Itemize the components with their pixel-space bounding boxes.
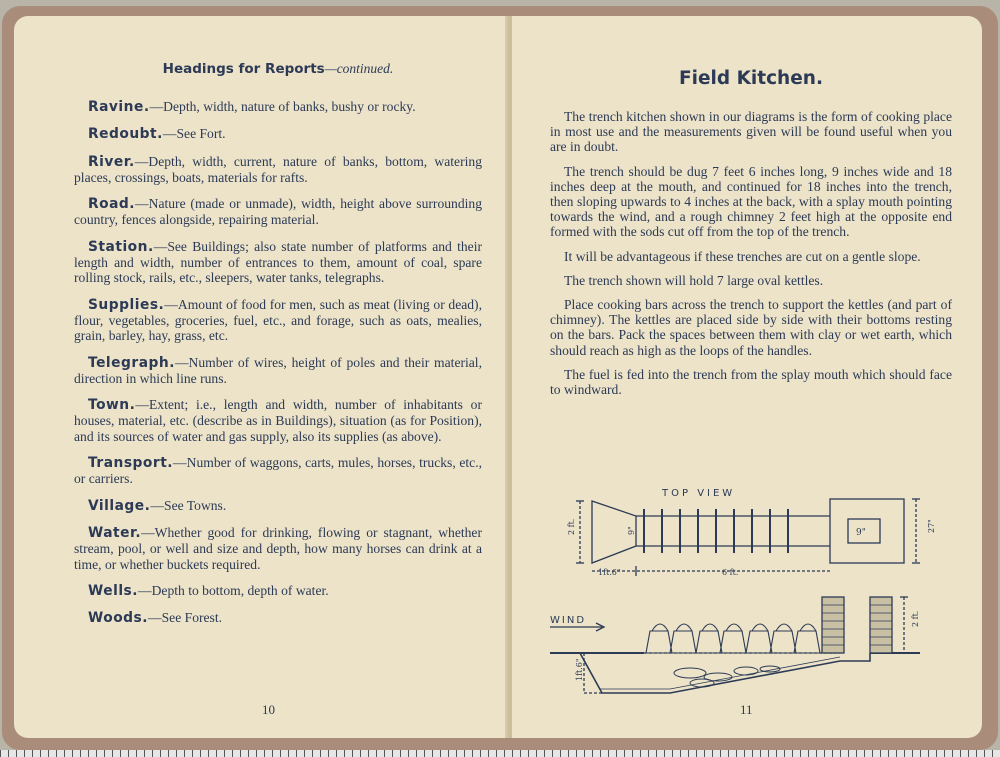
report-entry — [74, 583, 482, 599]
body-paragraph: The trench should be dug 7 feet 6 inches long, 9 inches wide and 18 inches deep at the mouth, and continued for 18 inches into the trench, then sloping upwards to 4 inches at the back, with a splay mouth pointing towards the wind, and a rough chimney 2 feet high at the opposite end formed with the sods cut off from the top of the trench. — [550, 163, 952, 240]
body-paragraph: The trench kitchen shown in our diagrams is the form of cooking place in most use and the measurements given will be found useful when you are in doubt. — [550, 109, 952, 155]
entry-text: —See Forest. — [148, 610, 223, 626]
entry-term: River. — [88, 153, 135, 170]
report-entry — [74, 126, 482, 142]
report-entry — [74, 455, 482, 487]
entry-text: —Nature (made or unmade), width, height above surrounding country, fences alongside, repairing material. — [74, 196, 482, 228]
report-entry — [74, 498, 482, 514]
page-number-left: 10 — [262, 702, 275, 717]
entry-text: —Extent; i.e., length and width, number of inhabitants or houses, material, etc. (describe as in Buildings), situation (as for Position), and its sources of water and gas supply, also its supplies (as above). — [74, 397, 482, 444]
entry-term: Water. — [88, 524, 142, 541]
scale-ruler — [0, 750, 1000, 757]
report-entry — [74, 355, 482, 387]
entry-term: Ravine. — [88, 99, 150, 115]
wind-label: WIND — [550, 615, 587, 626]
dim-9in-chimney-label: 9" — [856, 528, 866, 538]
dim-9in-mouth-label: 9" — [627, 526, 636, 535]
entry-term: Redoubt. — [88, 126, 163, 143]
heading-continued: —continued. — [324, 61, 394, 76]
entry-term: Supplies. — [88, 296, 165, 313]
paragraphs — [550, 109, 952, 397]
heading-main: Headings for Reports — [162, 61, 325, 77]
body-paragraph: The trench shown will hold 7 large oval kettles. — [564, 272, 824, 288]
report-entry — [74, 397, 482, 444]
entry-term: Village. — [88, 497, 151, 514]
dim-27in-label: 27" — [927, 519, 936, 533]
report-entry — [74, 154, 482, 186]
body-paragraph: It will be advantageous if these trenches are cut on a gentle slope. — [564, 248, 921, 264]
body-paragraph: Place cooking bars across the trench to support the kettles (and part of chimney). The kettles are placed side by side with their bottoms resting on the bars. Pack the spaces between them with clay or wet earth, which should reach as high as the loops of the handles. — [550, 297, 952, 358]
entry-text: —Depth, width, current, nature of banks, bottom, watering places, crossings, boats, materials for rafts. — [74, 153, 482, 185]
left-page-heading — [74, 61, 482, 77]
entry-term: Telegraph. — [88, 354, 175, 371]
dim-2ft-label: 2 ft. — [567, 518, 576, 535]
entry-text: —See Fort. — [162, 126, 226, 142]
left-page — [14, 16, 508, 738]
entry-text: —Depth to bottom, depth of water. — [138, 582, 329, 598]
entry-term: Town. — [88, 397, 136, 414]
top-view-label: TOP VIEW — [662, 488, 736, 499]
report-entry — [74, 525, 482, 572]
entry-term: Station. — [88, 238, 154, 255]
right-page — [512, 16, 982, 738]
entry-text: —See Towns. — [150, 497, 227, 513]
dim-1ft6-depth-label: 1ft.6" — [575, 658, 584, 681]
entry-text: —Amount of food for men, such as meat (living or dead), flour, vegetables, groceries, fuel, etc., and forage, such as oats, mealies, grain, barley, hay, grass, etc. — [74, 296, 482, 344]
entry-text: —Depth, width, nature of banks, bushy or rocky. — [149, 99, 416, 114]
report-entry — [74, 196, 482, 228]
dim-6ft-label: 6 ft. — [722, 568, 739, 577]
dim-1ft6-label: 1ft.6" — [598, 568, 621, 577]
field-kitchen-diagram — [540, 471, 940, 701]
entries-list — [74, 99, 482, 626]
page-title: Field Kitchen. — [679, 68, 823, 89]
report-entry — [74, 239, 482, 286]
report-entry — [74, 297, 482, 344]
entry-term: Wells. — [88, 582, 138, 599]
entry-text: —Number of waggons, carts, mules, horses, trucks, etc., or carriers. — [74, 455, 482, 487]
dim-2ft-side-label: 2 ft. — [911, 610, 920, 627]
entry-term: Road. — [88, 196, 136, 213]
entry-text: —Whether good for drinking, flowing or stagnant, whether stream, pool, or well and size and depth, how many horses can drink at a time, or whether buckets required. — [74, 524, 482, 572]
report-entry — [74, 610, 482, 626]
entry-text: —Number of wires, height of poles and their material, direction in which line runs. — [74, 354, 482, 386]
report-entry — [74, 99, 482, 115]
page-number-right: 11 — [740, 702, 753, 717]
entry-term: Woods. — [88, 610, 149, 627]
body-paragraph: The fuel is fed into the trench from the splay mouth which should face to windward. — [550, 366, 952, 398]
entry-text: —See Buildings; also state number of platforms and their length and width, number of entrances to them, amount of coal, spare rolling stock, rails, etc., sleepers, water tanks, telegraphs. — [74, 238, 482, 286]
entry-term: Transport. — [88, 455, 174, 472]
